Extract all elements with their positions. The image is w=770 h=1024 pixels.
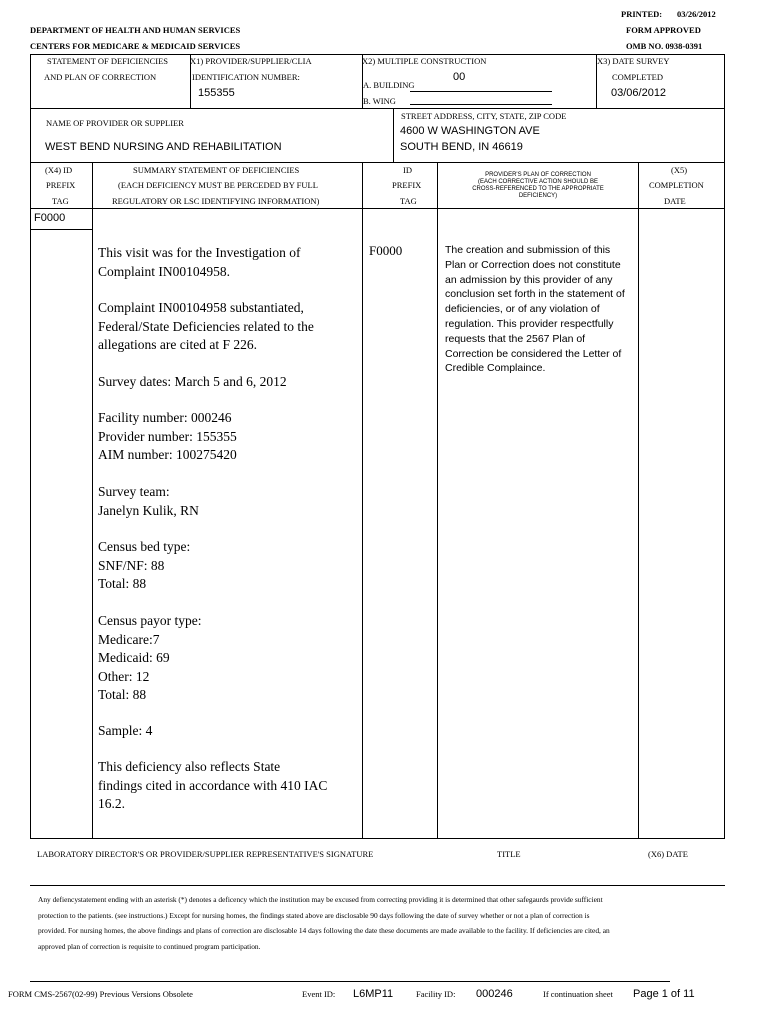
summary-paragraph: Survey dates: March 5 and 6, 2012: [98, 374, 287, 389]
building-label: A. BUILDING: [363, 80, 415, 90]
survey-completed-date: 03/06/2012: [611, 87, 667, 99]
summary-paragraph: Facility number: 000246 Provider number: 155355 AIM number: 100275420: [98, 410, 237, 462]
plan-of-correction-text: The creation and submission of this Plan or Correction does not constitute an admission by this provider of any conclusion set forth in the statement of deficiencies, or of any violation of regulation. This provider respectfully requests that the 2567 Plan of Correction be considered the Letter of Credible Complaince.: [445, 244, 625, 375]
summary-header-2: (EACH DEFICIENCY MUST BE PERCEDED BY FULL: [118, 180, 318, 190]
plan-tag: F0000: [369, 243, 403, 258]
event-id-value: L6MP11: [353, 988, 394, 1000]
continuation-label: If continuation sheet: [543, 989, 613, 999]
centers-title: CENTERS FOR MEDICARE & MEDICAID SERVICES: [30, 41, 241, 51]
printed-label: PRINTED:: [621, 9, 663, 19]
facility-id-label: Facility ID:: [416, 989, 456, 999]
signature-date-label: (X6) DATE: [648, 849, 688, 859]
address-label: STREET ADDRESS, CITY, STATE, ZIP CODE: [401, 111, 567, 121]
x4-header-1: (X4) ID: [45, 165, 73, 175]
page-number: Page 1 of 11: [633, 988, 695, 1000]
address-line-2: SOUTH BEND, IN 46619: [400, 141, 523, 153]
plan-header-1: PROVIDER'S PLAN OF CORRECTION: [485, 172, 591, 178]
provider-name-label: NAME OF PROVIDER OR SUPPLIER: [46, 118, 184, 128]
summary-paragraph: Survey team: Janelyn Kulik, RN: [98, 484, 199, 518]
x1-label-2: IDENTIFICATION NUMBER:: [192, 72, 300, 82]
x5-header-3: DATE: [664, 196, 686, 206]
director-signature-label: LABORATORY DIRECTOR'S OR PROVIDER/SUPPLIER REPRESENTATIVE'S SIGNATURE: [37, 849, 374, 859]
id-header-3: TAG: [400, 196, 417, 206]
summary-paragraph: Census bed type: SNF/NF: 88 Total: 88: [98, 539, 191, 591]
x5-header-2: COMPLETION: [649, 180, 704, 190]
statement-label-1: STATEMENT OF DEFICIENCIES: [47, 56, 169, 66]
summary-header-1: SUMMARY STATEMENT OF DEFICIENCIES: [133, 165, 300, 175]
provider-name: WEST BEND NURSING AND REHABILITATION: [45, 141, 282, 153]
facility-id-value: 000246: [476, 988, 513, 1000]
plan-header-4: DEFICIENCY): [518, 193, 558, 199]
event-id-label: Event ID:: [302, 989, 336, 999]
plan-header-2: (EACH CORRECTIVE ACTION SHOULD BE: [477, 179, 599, 185]
summary-paragraph: This deficiency also reflects State findings cited in accordance with 410 IAC 16.2.: [98, 759, 328, 811]
x4-header-3: TAG: [52, 196, 69, 206]
statement-label-2: AND PLAN OF CORRECTION: [44, 72, 157, 82]
provider-id-value: 155355: [198, 87, 235, 99]
form-number: FORM CMS-2567(02-99) Previous Versions Obsolete: [8, 989, 193, 999]
title-label: TITLE: [497, 849, 521, 859]
summary-paragraph: This visit was for the Investigation of Complaint IN00104958.: [98, 245, 301, 279]
plan-header-3: CROSS-REFERENCED TO THE APPROPRIATE: [472, 186, 604, 192]
department-title: DEPARTMENT OF HEALTH AND HUMAN SERVICES: [30, 25, 241, 35]
disclosure-footnote: Any defiencystatement ending with an asterisk (*) denotes a deficency which the institution may be excused from correcting providing it is determined that other safegaurds provide sufficient protection to the patients. (see instructions.) Except for nursing homes, the findings stated above are disclosable 90 days following the date of survey whether or not a plan of correction is provided. For nursing homes, the above findings and plans of correction are disclosable 14 days following the date these documents are made available to the facility. If deficiencies are cited, an approved plan of correction is requisite to continued program participation.: [38, 895, 610, 951]
x3-label: X3) DATE SURVEY: [597, 56, 670, 66]
id-header-1: ID: [403, 165, 412, 175]
form-approved: FORM APPROVED: [626, 25, 701, 35]
x5-header-1: (X5): [671, 165, 688, 175]
omb-number: OMB NO. 0938-0391: [626, 41, 703, 51]
summary-paragraph: Sample: 4: [98, 723, 153, 738]
x1-label: X1) PROVIDER/SUPPLIER/CLIA: [190, 56, 312, 66]
summary-paragraph: Complaint IN00104958 substantiated, Federal/State Deficiencies related to the allegations are cited at F 226.: [98, 300, 314, 352]
x4-header-2: PREFIX: [46, 180, 76, 190]
address-line-1: 4600 W WASHINGTON AVE: [400, 125, 540, 137]
wing-label: B. WING: [363, 96, 396, 106]
summary-header-3: REGULATORY OR LSC IDENTIFYING INFORMATION): [112, 196, 320, 206]
summary-paragraph: Census payor type: Medicare:7 Medicaid: 69 Other: 12 Total: 88: [98, 613, 202, 702]
id-header-2: PREFIX: [392, 180, 422, 190]
printed-date: 03/26/2012: [677, 9, 716, 19]
deficiency-tag: F0000: [34, 212, 66, 224]
x2-label: X2) MULTIPLE CONSTRUCTION: [362, 56, 487, 66]
x3-label-2: COMPLETED: [612, 72, 663, 82]
building-value: 00: [453, 71, 466, 83]
